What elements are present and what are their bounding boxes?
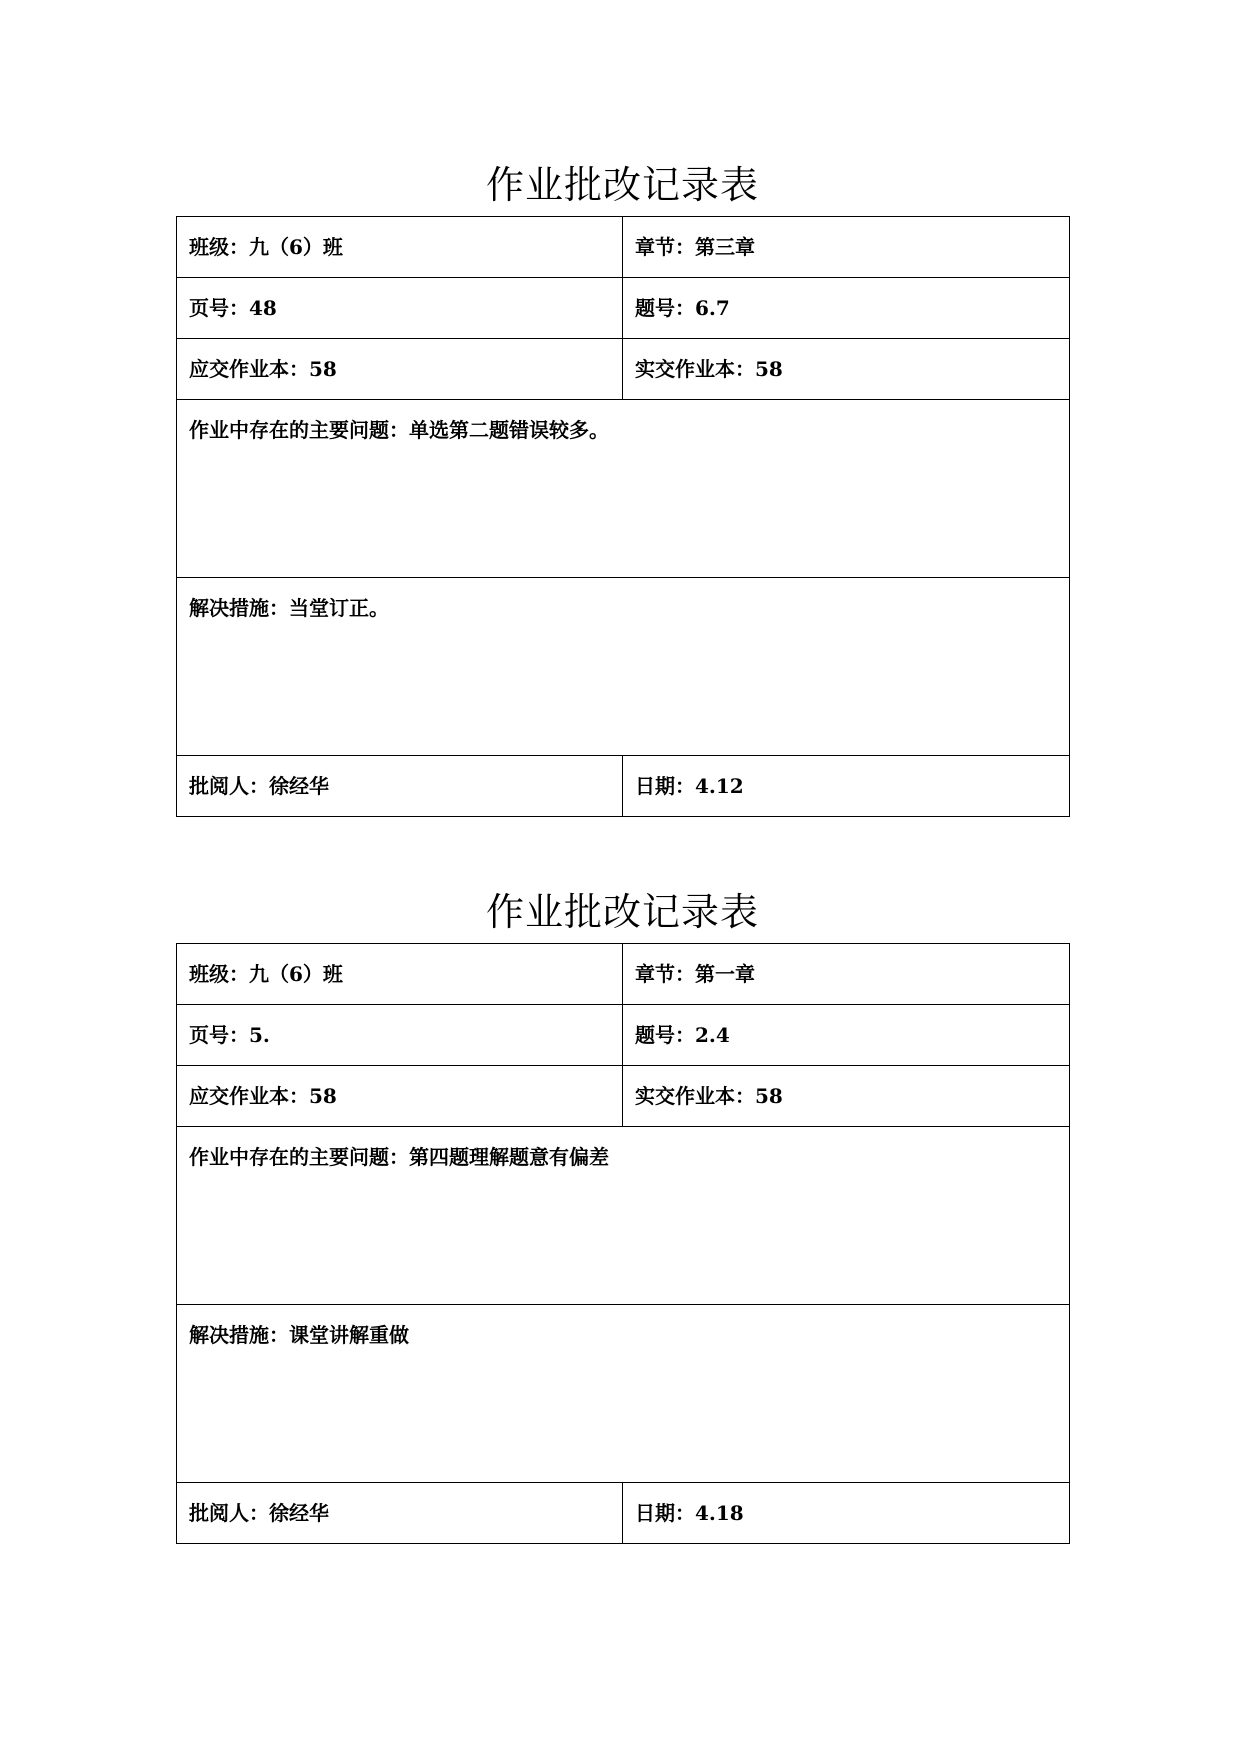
form-title: 作业批改记录表	[485, 890, 759, 934]
class-cell: 班级：九（6）班	[177, 217, 623, 278]
page-number-cell: 页号：5.	[177, 1005, 623, 1066]
expected-count-cell: 应交作业本：58	[177, 339, 623, 400]
table-row	[177, 1483, 1070, 1544]
homework-record-form-1	[176, 158, 1069, 817]
main-problems-cell: 作业中存在的主要问题：第四题理解题意有偏差	[177, 1127, 1070, 1305]
table-row	[177, 944, 1070, 1005]
table-row	[177, 1127, 1070, 1305]
chapter-cell: 章节：第一章	[623, 944, 1070, 1005]
chapter-cell: 章节：第三章	[623, 217, 1070, 278]
solution-measures-cell: 解决措施：课堂讲解重做	[177, 1305, 1070, 1483]
table-row	[177, 400, 1070, 578]
record-table	[176, 216, 1070, 817]
reviewer-cell: 批阅人：徐经华	[177, 1483, 623, 1544]
table-row	[177, 756, 1070, 817]
homework-record-form-2	[176, 885, 1069, 1544]
question-number-cell: 题号：2.4	[623, 1005, 1070, 1066]
table-row	[177, 278, 1070, 339]
question-number-cell: 题号：6.7	[623, 278, 1070, 339]
reviewer-cell: 批阅人：徐经华	[177, 756, 623, 817]
submitted-count-cell: 实交作业本：58	[623, 339, 1070, 400]
table-row	[177, 1005, 1070, 1066]
date-cell: 日期：4.18	[623, 1483, 1070, 1544]
expected-count-cell: 应交作业本：58	[177, 1066, 623, 1127]
main-problems-cell: 作业中存在的主要问题：单选第二题错误较多。	[177, 400, 1070, 578]
solution-measures-cell: 解决措施：当堂订正。	[177, 578, 1070, 756]
table-row	[177, 578, 1070, 756]
table-row	[177, 1305, 1070, 1483]
table-row	[177, 339, 1070, 400]
submitted-count-cell: 实交作业本：58	[623, 1066, 1070, 1127]
date-cell: 日期：4.12	[623, 756, 1070, 817]
form-title: 作业批改记录表	[485, 163, 759, 207]
class-cell: 班级：九（6）班	[177, 944, 623, 1005]
table-row	[177, 217, 1070, 278]
page-number-cell: 页号：48	[177, 278, 623, 339]
record-table	[176, 943, 1070, 1544]
table-row	[177, 1066, 1070, 1127]
